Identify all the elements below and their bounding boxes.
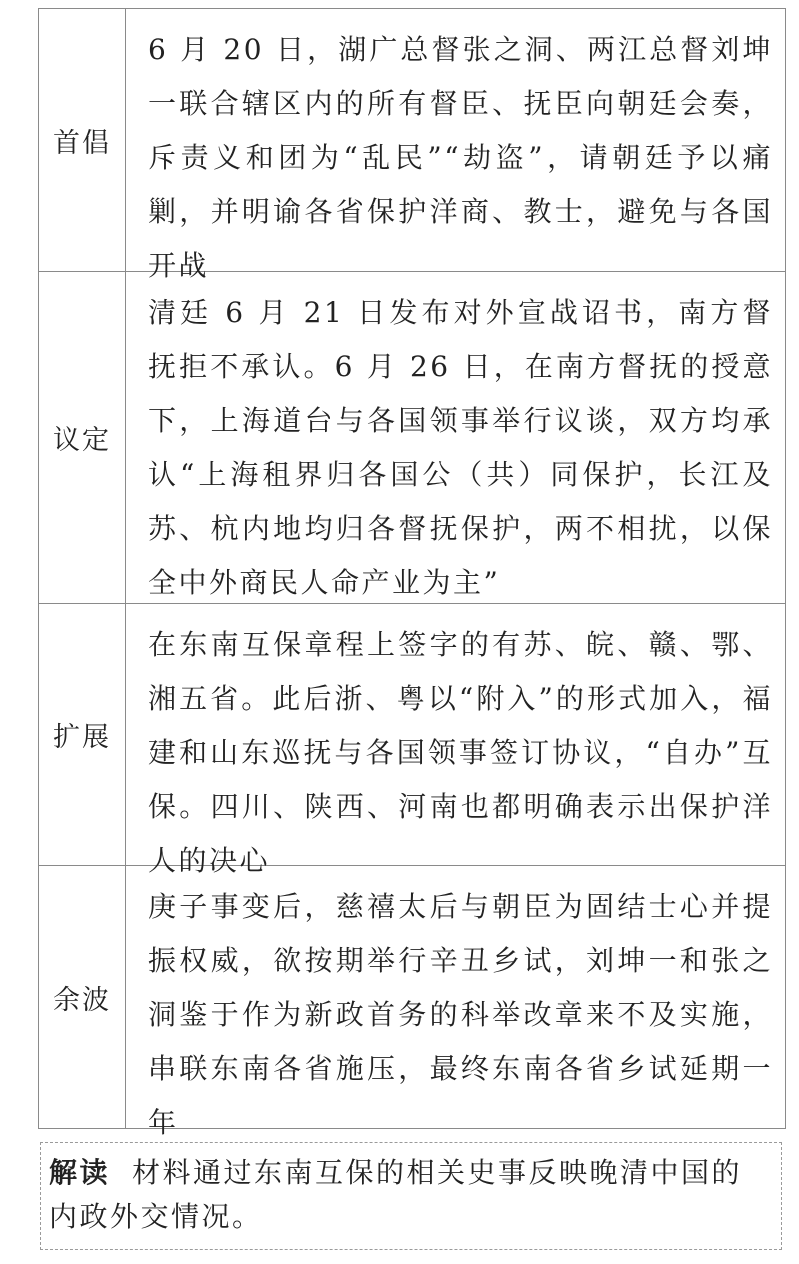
explanation-box — [40, 1142, 782, 1250]
table-row — [39, 604, 785, 877]
row-content: 庚子事变后，慈禧太后与朝臣为固结士心并提振权威，欲按期举行辛丑乡试，刘坤一和张之洞鉴于作为新政首务的科举改章来不及实施，串联东南各省施压，最终东南各省乡试延期一年 — [148, 890, 773, 1139]
row-content: 清廷 6 月 21 日发布对外宣战诏书，南方督抚拒不承认。6 月 26 日，在南方督抚的授意下，上海道台与各国领事举行议谈，双方均承认“上海租界归各国公（共）同保护，长江及苏、杭内地均归各督抚保护，两不相扰，以保全中外商民人命产业为主” — [148, 296, 773, 599]
row-content: 在东南互保章程上签字的有苏、皖、赣、鄂、湘五省。此后浙、粤以“附入”的形式加入，福建和山东巡抚与各国领事签订协议，“自办”互保。四川、陕西、河南也都明确表示出保护洋人的决心 — [148, 628, 773, 877]
row-label: 余波 — [39, 866, 126, 1128]
table-row — [39, 272, 785, 604]
history-table — [38, 8, 786, 1139]
row-label: 首倡 — [39, 9, 126, 271]
row-label: 扩展 — [39, 604, 126, 865]
row-label: 议定 — [39, 272, 126, 603]
explanation-text: 材料通过东南互保的相关史事反映晚清中国的内政外交情况。 — [49, 1156, 743, 1233]
row-content: 6 月 20 日，湖广总督张之洞、两江总督刘坤一联合辖区内的所有督臣、抚臣向朝廷会奏，斥责义和团为“乱民”“劫盗”，请朝廷予以痛剿，并明谕各省保护洋商、教士，避免与各国开战 — [148, 33, 773, 282]
table-row — [39, 9, 785, 282]
explanation-title: 解读 — [49, 1156, 111, 1189]
table-row — [39, 866, 785, 1139]
